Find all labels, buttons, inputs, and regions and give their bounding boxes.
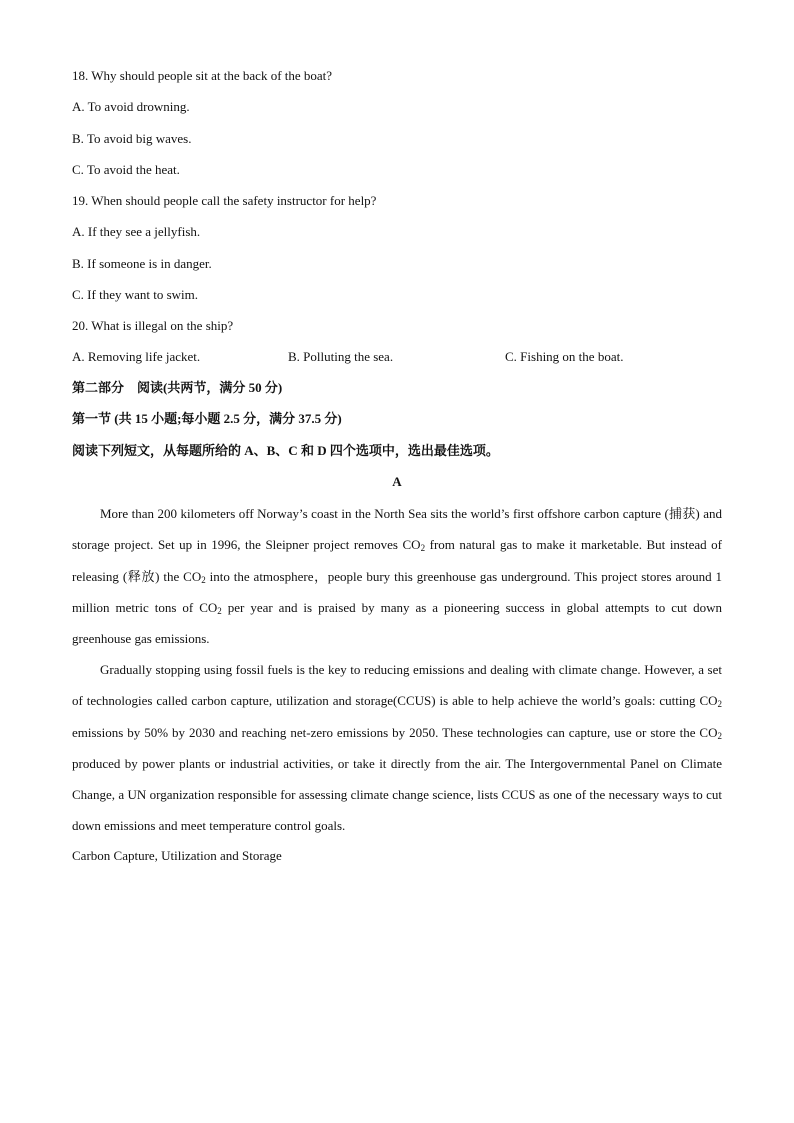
q19-option-b: B. If someone is in danger. [72,256,212,271]
question-19: 19. When should people call the safety instructor for help? [72,193,377,208]
q20-option-a: A. Removing life jacket. [72,349,201,364]
instructions: 阅读下列短文，从每题所给的 A、B、C 和 D 四个选项中，选出最佳选项。 [72,443,499,458]
question-20: 20. What is illegal on the ship? [72,318,234,333]
passage-paragraph-2: Gradually stopping using fossil fuels is the key to reducing emissions and dealing with climate change. However, a set of technologies called carbon capture, utilization and storage(CCUS) is able to help achieve the world’s goals: cutting $CO_2$ emissions by 50% by 2030 and reaching net-zero emissions by 2050. These technologies can capture, use or store the $CO_2$ produced by power plants or industrial activities, or take it directly from the air. The Intergovernmental Panel on Climate Change, a UN organization responsible for assessing climate change science, lists CCUS as one of the necessary ways to cut down emissions and meet temperature control goals. [72,662,722,834]
q20-option-c: C. Fishing on the boat. [505,349,624,364]
section-heading: Carbon Capture, Utilization and Storage [72,848,282,863]
q19-option-c: C. If they want to swim. [72,287,199,302]
q18-option-b: B. To avoid big waves. [72,131,192,146]
subsection-title: 第一节 (共 15 小题;每小题 2.5 分，满分 37.5 分) [72,411,342,426]
passage-paragraph-1: More than 200 kilometers off Norway’s coast in the North Sea sits the world’s first offshore carbon capture (捕获) and storage project. Set up in 1996, the Sleipner project removes $CO_2$ from natural gas to make it marketable. But instead of releasing (释放) the $CO_2$ into the atmosphere，people bury this greenhouse gas underground. This project stores around 1 million metric tons of $CO_2$ per year and is praised by many as a pioneering success in global attempts to cut down greenhouse gas emissions. [72,506,723,647]
q18-option-c: C. To avoid the heat. [72,162,180,177]
q19-option-a: A. If they see a jellyfish. [72,224,201,239]
part-title: 第二部分 阅读(共两节，满分 50 分) [72,380,283,395]
q20-option-b: B. Polluting the sea. [288,349,394,364]
passage-label: A [392,474,402,489]
q18-option-a: A. To avoid drowning. [72,99,190,114]
question-18: 18. Why should people sit at the back of the boat? [72,68,333,83]
